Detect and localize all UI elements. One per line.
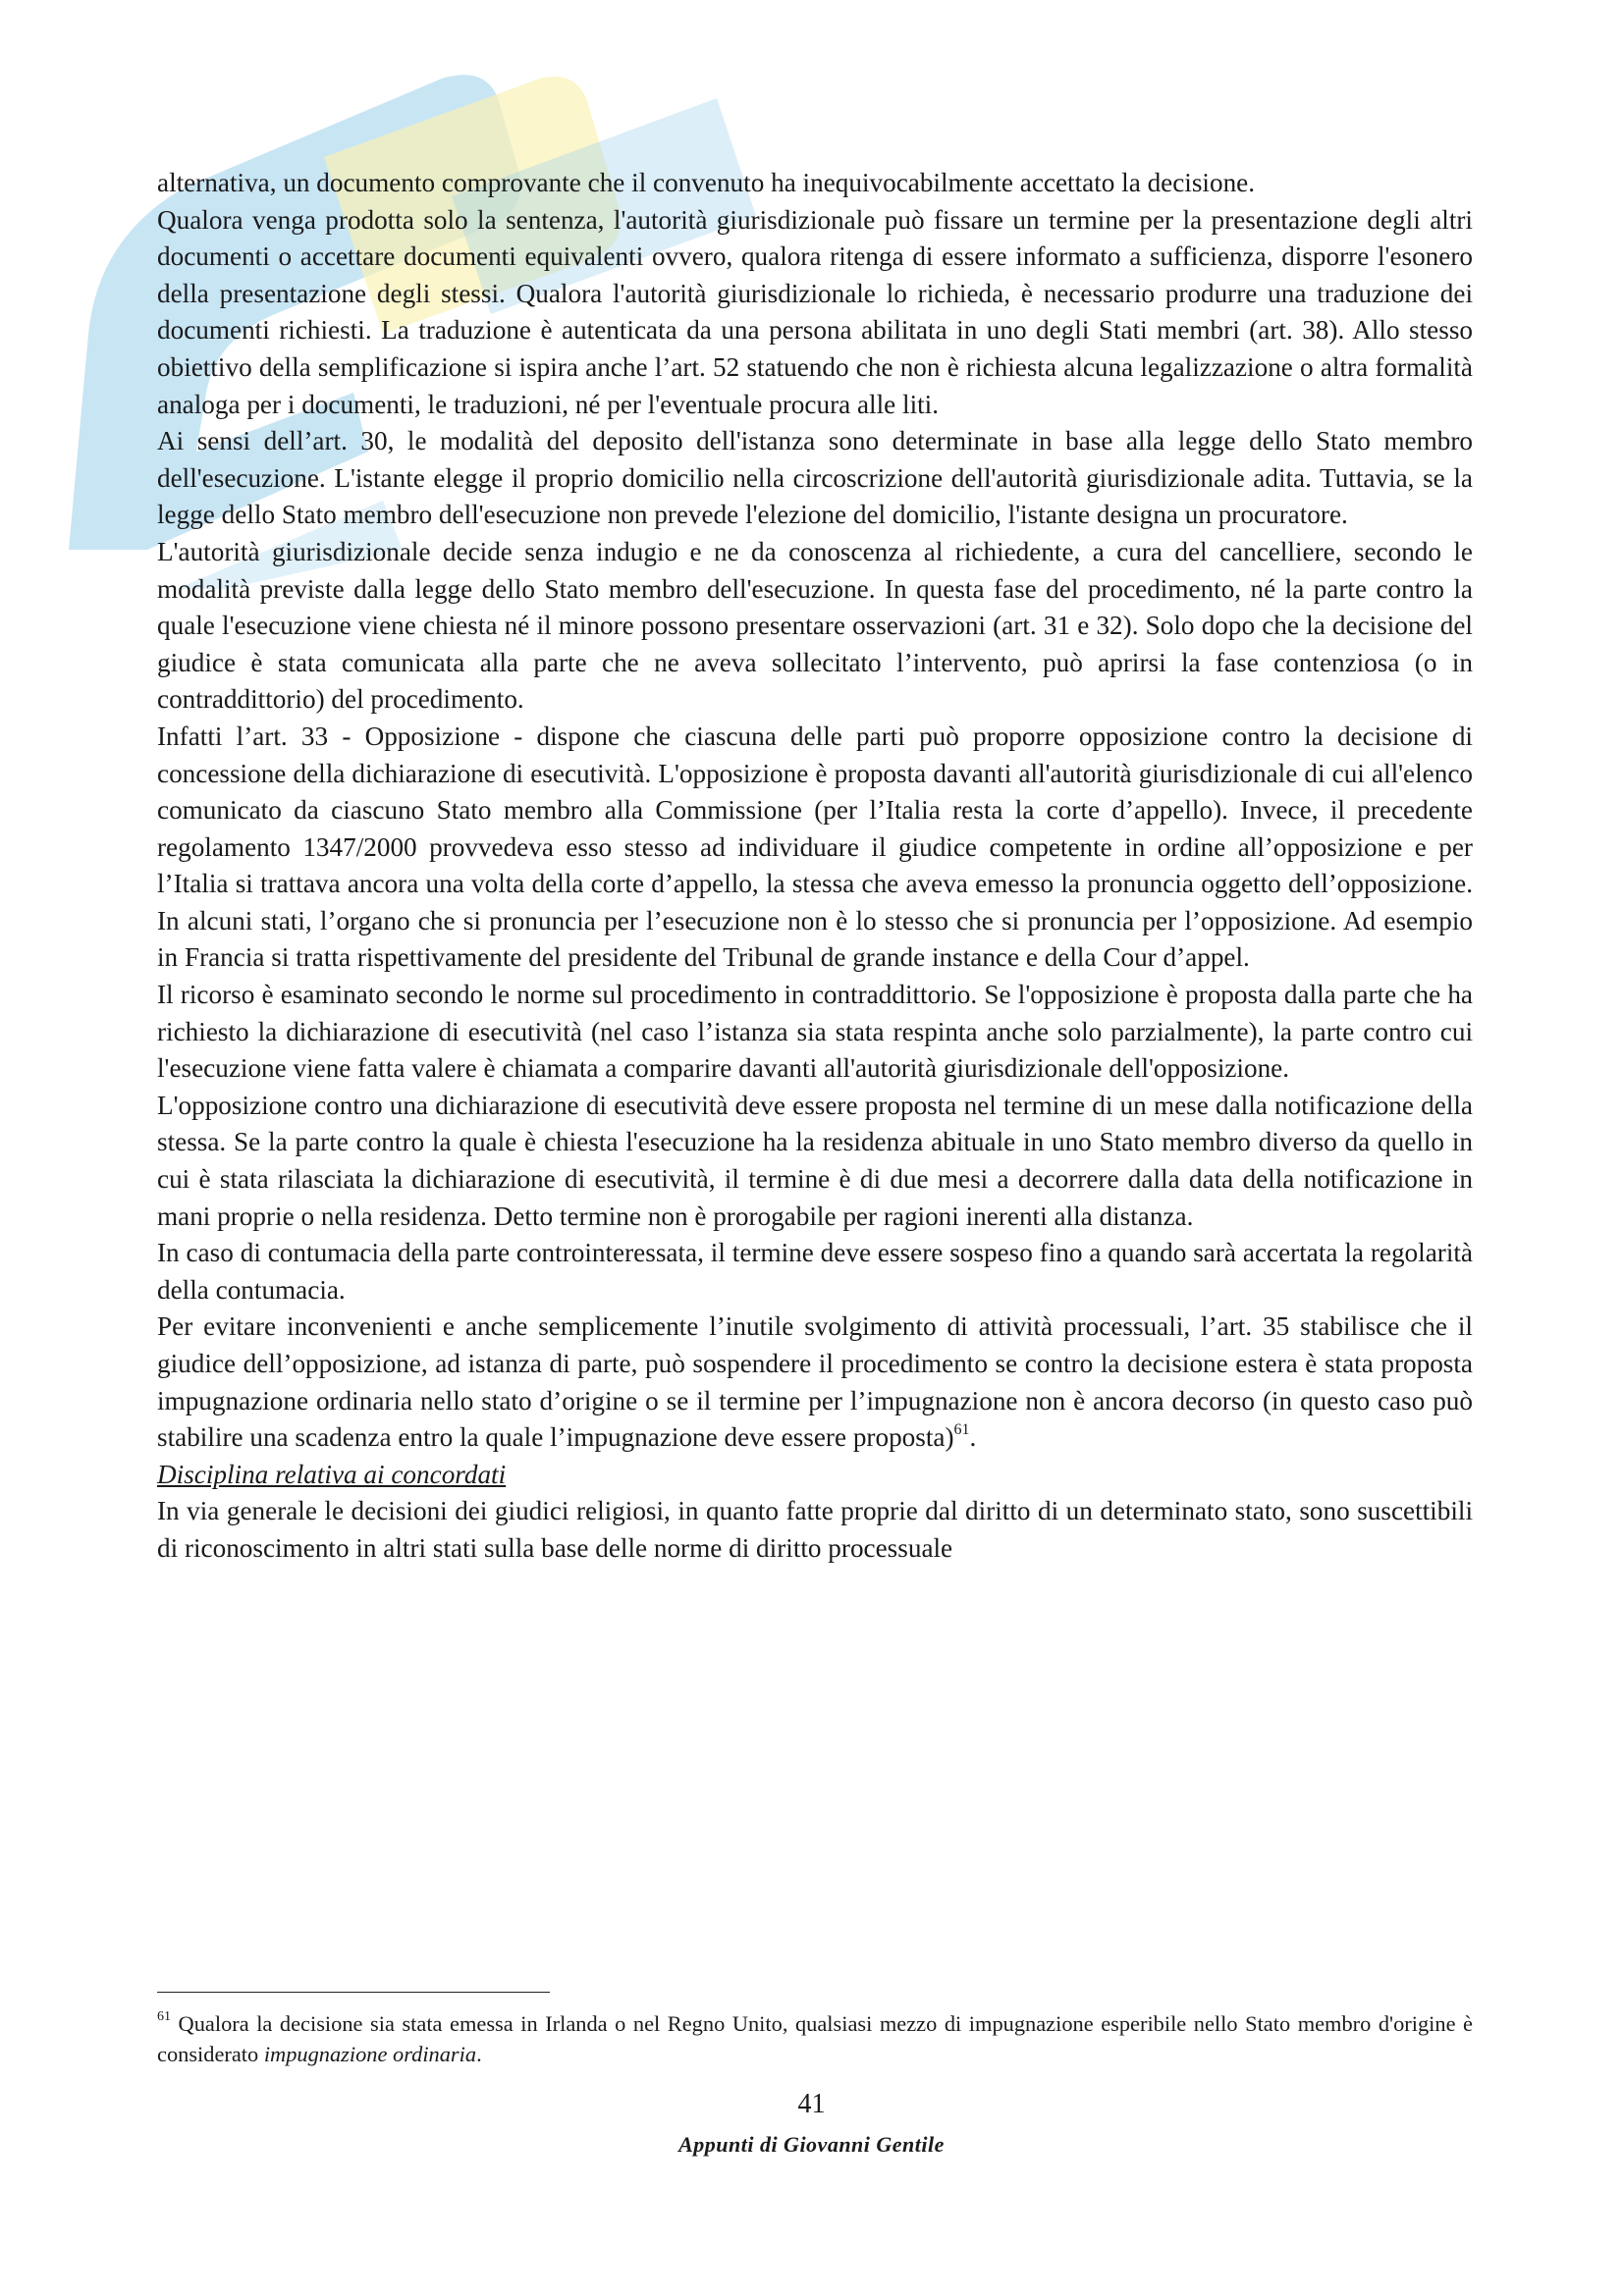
- paragraph-end: .: [969, 1422, 977, 1453]
- page-body: [157, 165, 1473, 1568]
- body-paragraph: Il ricorso è esaminato secondo le norme sul procedimento in contraddittorio. Se l'opposizione è proposta dalla parte che ha richiesto la dichiarazione di esecutività (nel caso l’istanza sia stata respinta anche solo parzialmente), la parte contro cui l'esecuzione viene fatta valere è chiamata a comparire davanti all'autorità giurisdizionale dell'opposizione.: [157, 980, 1473, 1084]
- section-heading: Disciplina relativa ai concordati: [157, 1459, 507, 1489]
- body-paragraph: alternativa, un documento comprovante che il convenuto ha inequivocabilmente accettato la decisione.: [157, 168, 1256, 197]
- footnote-paragraph: [157, 2008, 1473, 2069]
- body-paragraph: Ai sensi dell’art. 30, le modalità del deposito dell'istanza sono determinate in base alla legge dello Stato membro dell'esecuzione. L'istante elegge il proprio domicilio nella circoscrizione dell'autorità giurisdizionale adita. Tuttavia, se la legge dello Stato membro dell'esecuzione non prevede l'elezione del domicilio, l'istante designa un procuratore.: [157, 426, 1473, 530]
- footnote-reference[interactable]: 61: [953, 1421, 970, 1439]
- footnote-italic-text: impugnazione ordinaria: [263, 2042, 477, 2066]
- page-number: 41: [797, 2089, 826, 2119]
- body-paragraph: Infatti l’art. 33 - Opposizione - dispone che ciascuna delle parti può proporre opposizione contro la decisione di concessione della dichiarazione di esecutività. L'opposizione è proposta davanti all'autorità giurisdizionale di cui all'elenco comunicato da ciascuno Stato membro alla Commissione (per l’Italia resta la corte d’appello). Invece, il precedente regolamento 1347/2000 provvedeva esso stesso ad individuare il giudice competente in ordine all’opposizione e per l’Italia si trattava ancora una volta della corte d’appello, la stessa che aveva emesso la pronuncia oggetto dell’opposizione. In alcuni stati, l’organo che si pronuncia per l’esecuzione non è lo stesso che si pronuncia per l’opposizione. Ad esempio in Francia si tratta rispettivamente del presidente del Tribunal de grande instance e della Cour d’appel.: [157, 721, 1473, 973]
- author-signature: Appunti di Giovanni Gentile: [678, 2132, 945, 2157]
- body-paragraph: L'autorità giurisdizionale decide senza indugio e ne da conoscenza al richiedente, a cura del cancelliere, secondo le modalità previste dalla legge dello Stato membro dell'esecuzione. In questa fase del procedimento, né la parte contro la quale l'esecuzione viene chiesta né il minore possono presentare osservazioni (art. 31 e 32). Solo dopo che la decisione del giudice è stata comunicata alla parte che ne aveva sollecitato l’intervento, può aprirsi la fase contenziosa (o in contraddittorio) del procedimento.: [157, 536, 1473, 715]
- body-paragraph: L'opposizione contro una dichiarazione di esecutività deve essere proposta nel termine di un mese dalla notificazione della stessa. Se la parte contro la quale è chiesta l'esecuzione ha la residenza abituale in uno Stato membro diverso da quello in cui è stata rilasciata la dichiarazione di esecutività, il termine è di due mesi a decorrere dalla data della notificazione in mani proprie o nella residenza. Detto termine non è prorogabile per ragioni inerenti alla distanza.: [157, 1090, 1473, 1231]
- footnote-text: Qualora la decisione sia stata emessa in Irlanda o nel Regno Unito, qualsiasi mezzo di impugnazione esperibile nello Stato membro d'origine è considerato: [157, 2011, 1473, 2066]
- paragraph-text: Per evitare inconvenienti e anche semplicemente l’inutile svolgimento di attività processuali, l’art. 35 stabilisce che il giudice dell’opposizione, ad istanza di parte, può sospendere il procedimento se contro la decisione estera è stata proposta impugnazione ordinaria nello stato d’origine o se il termine per l’impugnazione non è ancora decorso (in questo caso può stabilire una scadenza entro la quale l’impugnazione deve essere proposta): [157, 1311, 1473, 1453]
- body-paragraph: In caso di contumacia della parte controinteressata, il termine deve essere sospeso fino a quando sarà accertata la regolarità della contumacia.: [157, 1238, 1473, 1305]
- footnote-text-end: .: [476, 2042, 482, 2066]
- footnote-number: 61: [157, 2008, 171, 2024]
- footnote: [157, 2008, 1473, 2069]
- footnote-divider: [157, 1992, 550, 1993]
- body-paragraph-art35: [157, 1308, 1473, 1456]
- body-paragraph: Qualora venga prodotta solo la sentenza, l'autorità giurisdizionale può fissare un termine per la presentazione degli altri documenti o accettare documenti equivalenti ovvero, qualora ritenga di essere informato a sufficienza, disporre l'esonero della presentazione degli stessi. Qualora l'autorità giurisdizionale lo richieda, è necessario produrre una traduzione dei documenti richiesti. La traduzione è autenticata da una persona abilitata in uno degli Stati membri (art. 38). Allo stesso obiettivo della semplificazione si ispira anche l’art. 52 statuendo che non è richiesta alcuna legalizzazione o altra formalità analoga per i documenti, le traduzioni, né per l'eventuale procura alle liti.: [157, 204, 1473, 419]
- body-paragraph: In via generale le decisioni dei giudici religiosi, in quanto fatte proprie dal diritto di un determinato stato, sono suscettibili di riconoscimento in altri stati sulla base delle norme di diritto processuale: [157, 1496, 1473, 1563]
